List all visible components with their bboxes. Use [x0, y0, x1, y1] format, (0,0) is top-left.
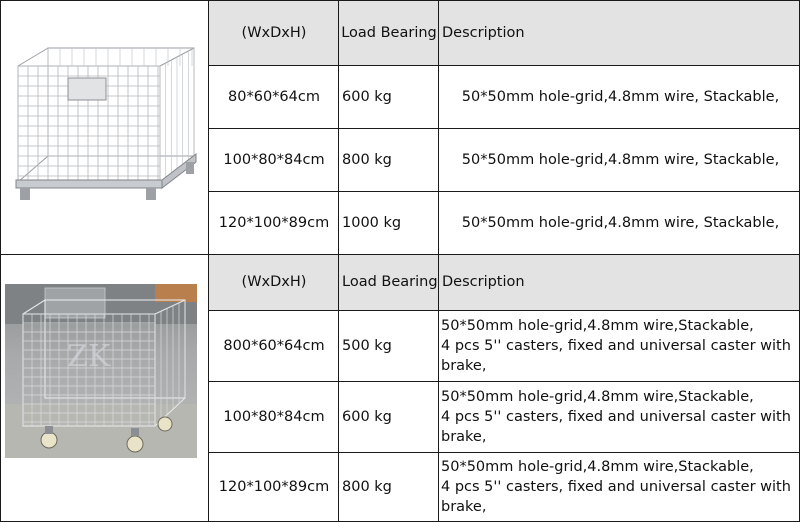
border-left [0, 0, 1, 522]
description-line: 4 pcs 5'' casters, fixed and universal caster with [441, 479, 791, 495]
t2-row3-load: 800 kg [342, 479, 392, 495]
t1-row1-size: 80*60*64cm [228, 88, 320, 105]
description-line: brake, [441, 499, 487, 515]
t1-row2-load: 800 kg [342, 151, 392, 168]
t2-row2-description [439, 381, 800, 452]
t1-row3-size: 120*100*89cm [218, 214, 330, 231]
t1-row2-description [439, 128, 800, 191]
row-divider [208, 381, 800, 382]
row-divider [208, 65, 800, 66]
t1-header-size: (WxDxH) [209, 0, 339, 65]
t1-row2-size: 100*80*84cm [223, 151, 325, 168]
t1-row1-description [439, 65, 800, 128]
t2-row1-description [439, 310, 800, 381]
description-line: 4 pcs 5'' casters, fixed and universal caster with [441, 337, 791, 354]
description-line: brake, [441, 428, 487, 445]
description-line: 4 pcs 5'' casters, fixed and universal caster with [441, 408, 791, 425]
t1-row3-load: 1000 kg [342, 214, 402, 231]
t2-header-description: Description [439, 254, 800, 310]
wire-container-product-image [10, 40, 202, 212]
caster-container-photo [5, 284, 197, 458]
row-divider [208, 191, 800, 192]
t2-row2-load: 600 kg [342, 408, 392, 425]
t2-row3-size: 120*100*89cm [218, 479, 330, 495]
description-line: 50*50mm hole-grid,4.8mm wire, Stackable, [461, 151, 780, 168]
col-divider-size [338, 0, 339, 522]
table-divider [0, 254, 800, 255]
caster-container-drawing [5, 284, 197, 458]
t1-header-load: Load Bearing [339, 0, 439, 65]
t1-row1-load: 600 kg [342, 88, 392, 105]
description-line: 50*50mm hole-grid,4.8mm wire,Stackable, [441, 317, 754, 334]
row-divider [208, 310, 800, 311]
description-line: 50*50mm hole-grid,4.8mm wire,Stackable, [441, 459, 754, 475]
row-divider [208, 452, 800, 453]
wire-container-drawing [10, 40, 202, 212]
t2-row1-size: 800*60*64cm [223, 337, 325, 354]
watermark-text: ZK [67, 339, 111, 374]
border-top [0, 0, 800, 1]
t2-header-load: Load Bearing [339, 254, 439, 310]
t2-row3-description [439, 452, 800, 522]
t2-header-size: (WxDxH) [209, 254, 339, 310]
t2-row2-size: 100*80*84cm [223, 408, 325, 425]
col-divider-load [438, 0, 439, 522]
description-line: 50*50mm hole-grid,4.8mm wire, Stackable, [461, 214, 780, 231]
t2-row1-load: 500 kg [342, 337, 392, 354]
description-line: 50*50mm hole-grid,4.8mm wire, Stackable, [461, 88, 780, 105]
description-line: 50*50mm hole-grid,4.8mm wire,Stackable, [441, 388, 754, 405]
t1-header-description: Description [439, 0, 800, 65]
description-line: brake, [441, 357, 487, 374]
col-divider-image [208, 0, 209, 522]
row-divider [208, 128, 800, 129]
t1-row3-description [439, 191, 800, 254]
